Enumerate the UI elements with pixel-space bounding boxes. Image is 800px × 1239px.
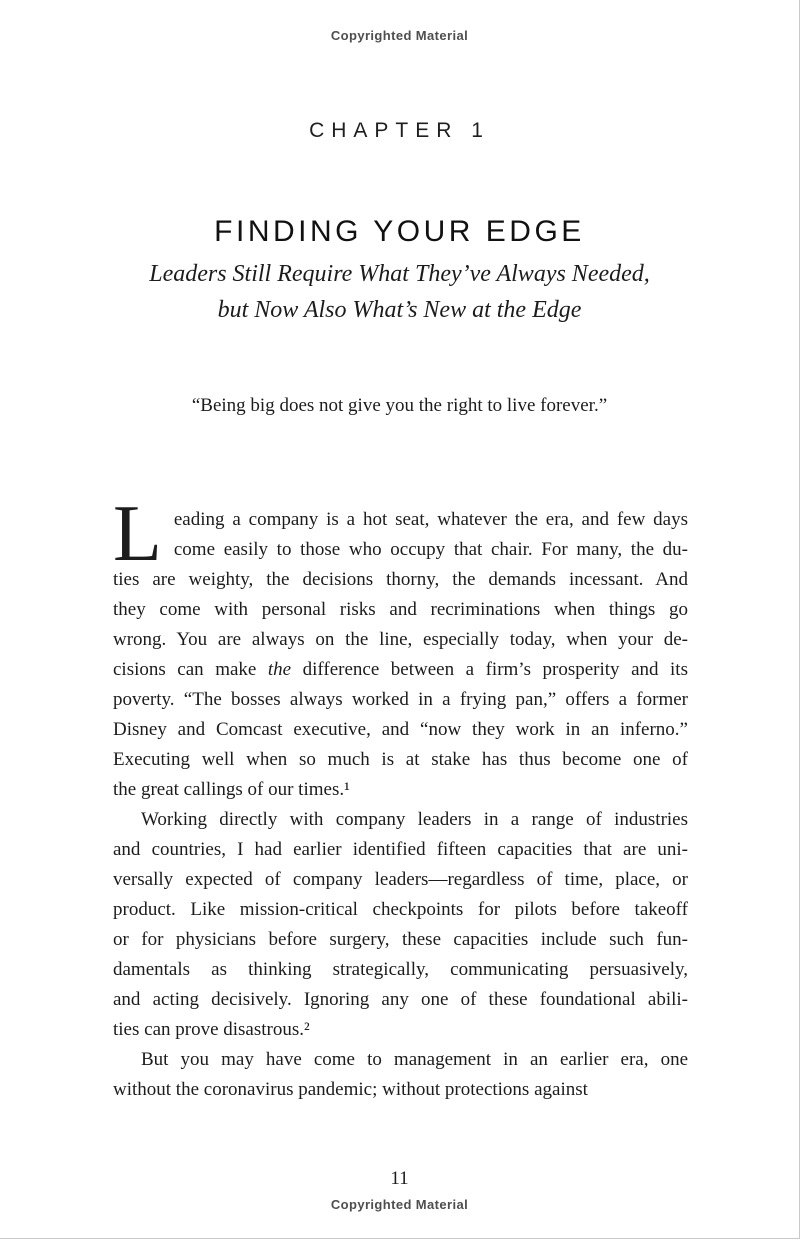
text-line: ties are weighty, the decisions thorny, the demands incessant. And — [113, 569, 688, 590]
text-line: eading a company is a hot seat, whatever the era, and few days — [173, 509, 688, 530]
copyright-notice-bottom: Copyrighted Material — [330, 1197, 469, 1212]
text-line: come easily to those who occupy that chair. For many, the du- — [173, 539, 688, 560]
paragraph — [113, 1045, 688, 1105]
text-line: damentals as thinking strategically, communicating persuasively, — [113, 959, 688, 980]
text-line: they come with personal risks and recriminations when things go — [113, 599, 688, 620]
text-line: Working directly with company leaders in a range of industries — [141, 809, 688, 830]
chapter-subtitle-line-2: but Now Also What’s New at the Edge — [217, 297, 582, 323]
page-number: 11 — [390, 1168, 409, 1189]
text-line: cisions can make the difference between a firm’s prosperity and its — [113, 659, 688, 680]
copyright-notice-top: Copyrighted Material — [330, 28, 469, 43]
text-line: poverty. “The bosses always worked in a frying pan,” offers a former — [113, 689, 688, 710]
text-line: and countries, I had earlier identified fifteen capacities that are uni- — [113, 839, 688, 860]
text-line: Executing well when so much is at stake has thus become one of — [113, 749, 688, 770]
paragraph — [113, 805, 688, 1045]
chapter-subtitle-line-1: Leaders Still Require What They’ve Always Needed, — [149, 261, 650, 287]
drop-cap: L — [113, 490, 162, 578]
text-line: product. Like mission-critical checkpoints for pilots before takeoff — [113, 899, 688, 920]
text-line: the great callings of our times.¹ — [113, 779, 350, 800]
chapter-title: FINDING YOUR EDGE — [214, 215, 585, 248]
text-line: wrong. You are always on the line, especially today, when your de- — [113, 629, 688, 650]
text-line: or for physicians before surgery, these capacities include such fun- — [113, 929, 688, 950]
body-text — [113, 490, 688, 1105]
text-line: and acting decisively. Ignoring any one of these foundational abili- — [113, 989, 688, 1010]
chapter-subtitle — [0, 256, 799, 328]
text-line: versally expected of company leaders—regardless of time, place, or — [113, 869, 688, 890]
paragraph — [113, 490, 688, 805]
chapter-label: CHAPTER 1 — [309, 119, 490, 142]
text-line: But you may have come to management in an earlier era, one — [141, 1049, 688, 1070]
text-line: ties can prove disastrous.² — [113, 1019, 310, 1040]
epigraph: “Being big does not give you the right to live forever.” — [191, 395, 608, 416]
text-line: Disney and Comcast executive, and “now they work in an inferno.” — [113, 719, 688, 740]
text-line: without the coronavirus pandemic; without protections against — [113, 1079, 588, 1100]
